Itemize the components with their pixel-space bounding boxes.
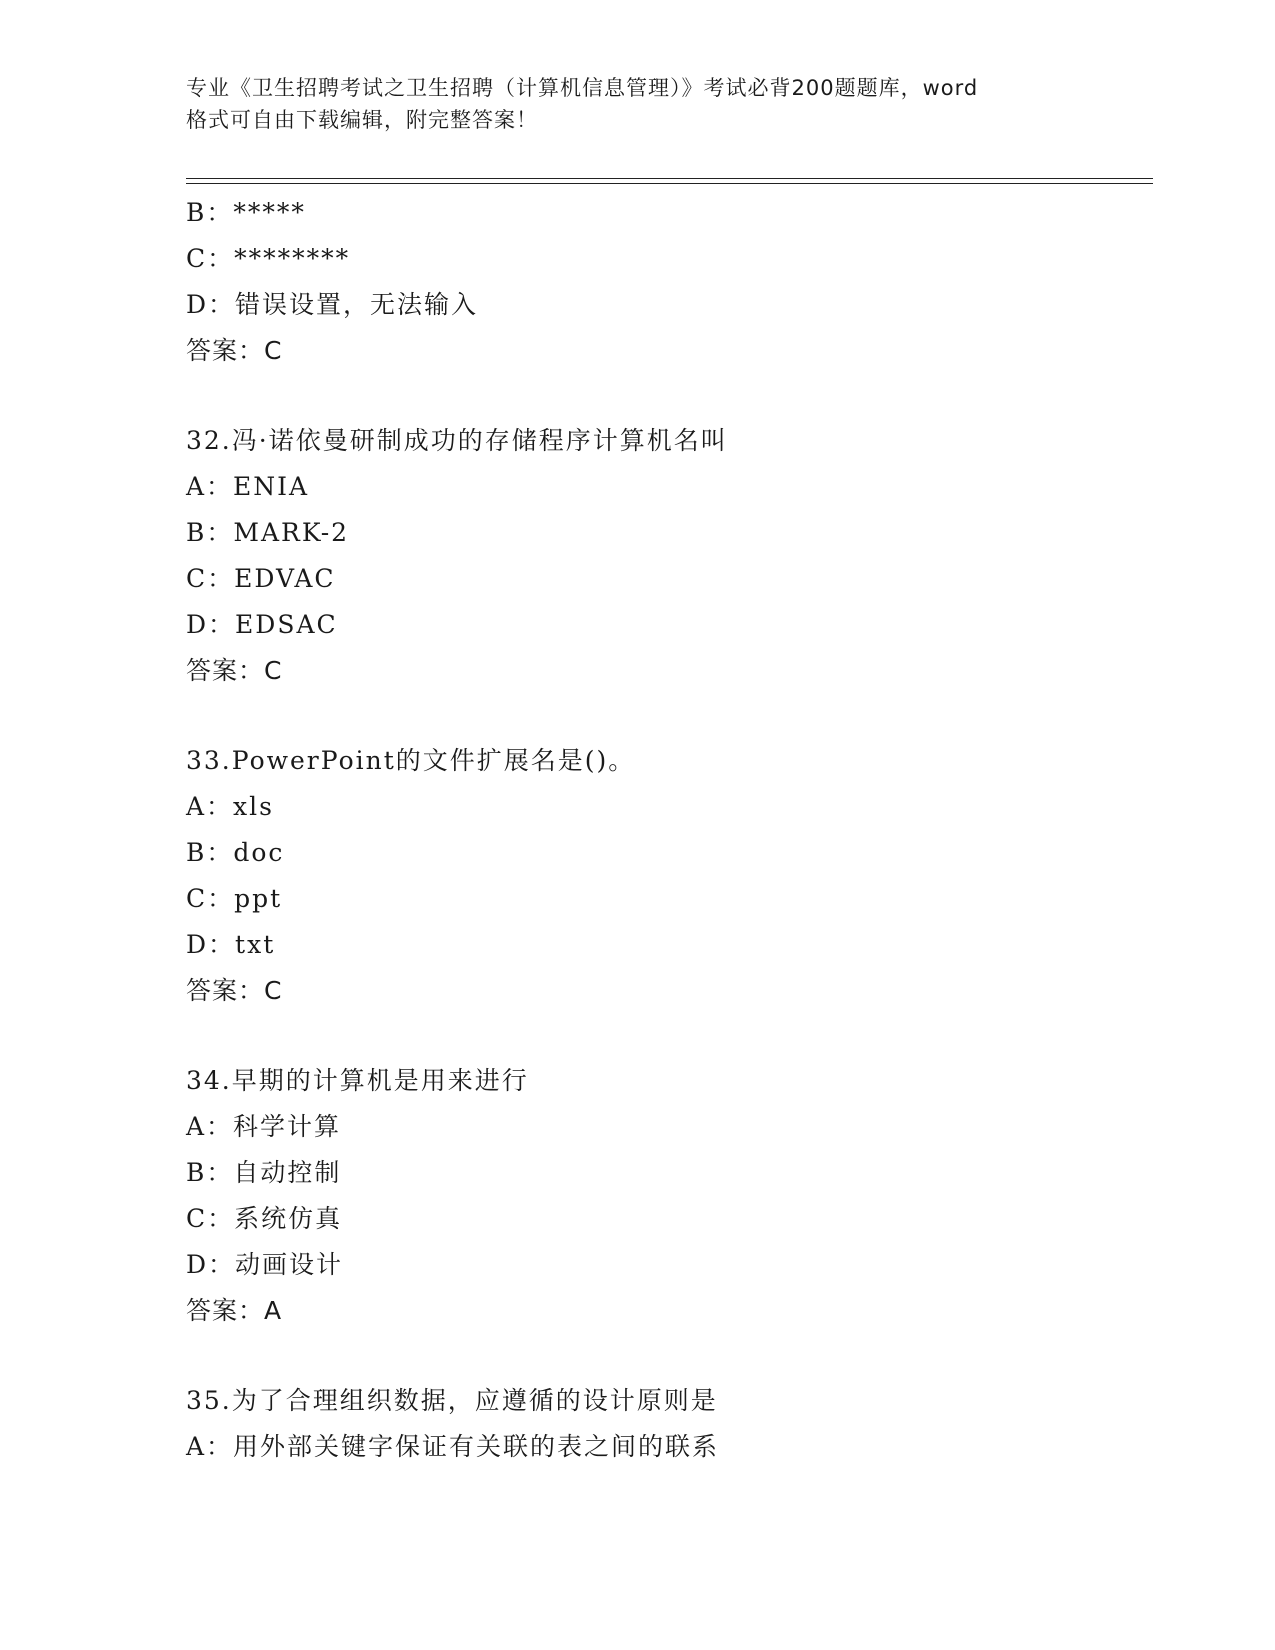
q34-option-d: D：动画设计 [186, 1250, 344, 1279]
q33-answer: 答案：C [186, 976, 283, 1005]
spacer [186, 374, 1146, 418]
q31-option-b: B：***** [186, 198, 306, 227]
q35-option-a: A：用外部关键字保证有关联的表之间的联系 [186, 1432, 720, 1461]
q33-question: 33.PowerPoint的文件扩展名是()。 [186, 746, 636, 775]
question-list [186, 190, 1146, 1470]
header-line-1: 专业《卫生招聘考试之卫生招聘（计算机信息管理）》考试必背200题题库，word [186, 76, 979, 100]
q34-option-a: A：科学计算 [186, 1112, 342, 1141]
q34-option-c: C：系统仿真 [186, 1204, 343, 1233]
header-rule-bottom [186, 183, 1153, 184]
question-33 [186, 738, 1146, 1014]
spacer [186, 694, 1146, 738]
q34-option-b: B：自动控制 [186, 1158, 342, 1187]
q33-option-a: A：xls [186, 792, 274, 821]
question-31 [186, 190, 1146, 374]
spacer [186, 1334, 1146, 1378]
q32-option-b: B：MARK-2 [186, 518, 350, 547]
q33-option-c: C：ppt [186, 884, 283, 913]
document-header [186, 72, 1086, 136]
q34-question: 34.早期的计算机是用来进行 [186, 1066, 529, 1095]
q32-option-c: C：EDVAC [186, 564, 336, 593]
q35-question: 35.为了合理组织数据，应遵循的设计原则是 [186, 1386, 718, 1415]
header-line-2: 格式可自由下载编辑，附完整答案！ [186, 108, 538, 132]
q32-option-a: A：ENIA [186, 472, 310, 501]
q32-option-d: D：EDSAC [186, 610, 338, 639]
question-32 [186, 418, 1146, 694]
q33-option-d: D：txt [186, 930, 276, 959]
header-rule-top [186, 178, 1153, 179]
q31-option-c: C：******** [186, 244, 351, 273]
spacer [186, 1014, 1146, 1058]
q32-question: 32.冯·诺依曼研制成功的存储程序计算机名叫 [186, 426, 728, 455]
q33-option-b: B：doc [186, 838, 285, 867]
q31-answer: 答案：C [186, 336, 283, 365]
q31-option-d: D：错误设置，无法输入 [186, 290, 479, 319]
question-34 [186, 1058, 1146, 1334]
q34-answer: 答案：A [186, 1296, 283, 1325]
question-35 [186, 1378, 1146, 1470]
q32-answer: 答案：C [186, 656, 283, 685]
